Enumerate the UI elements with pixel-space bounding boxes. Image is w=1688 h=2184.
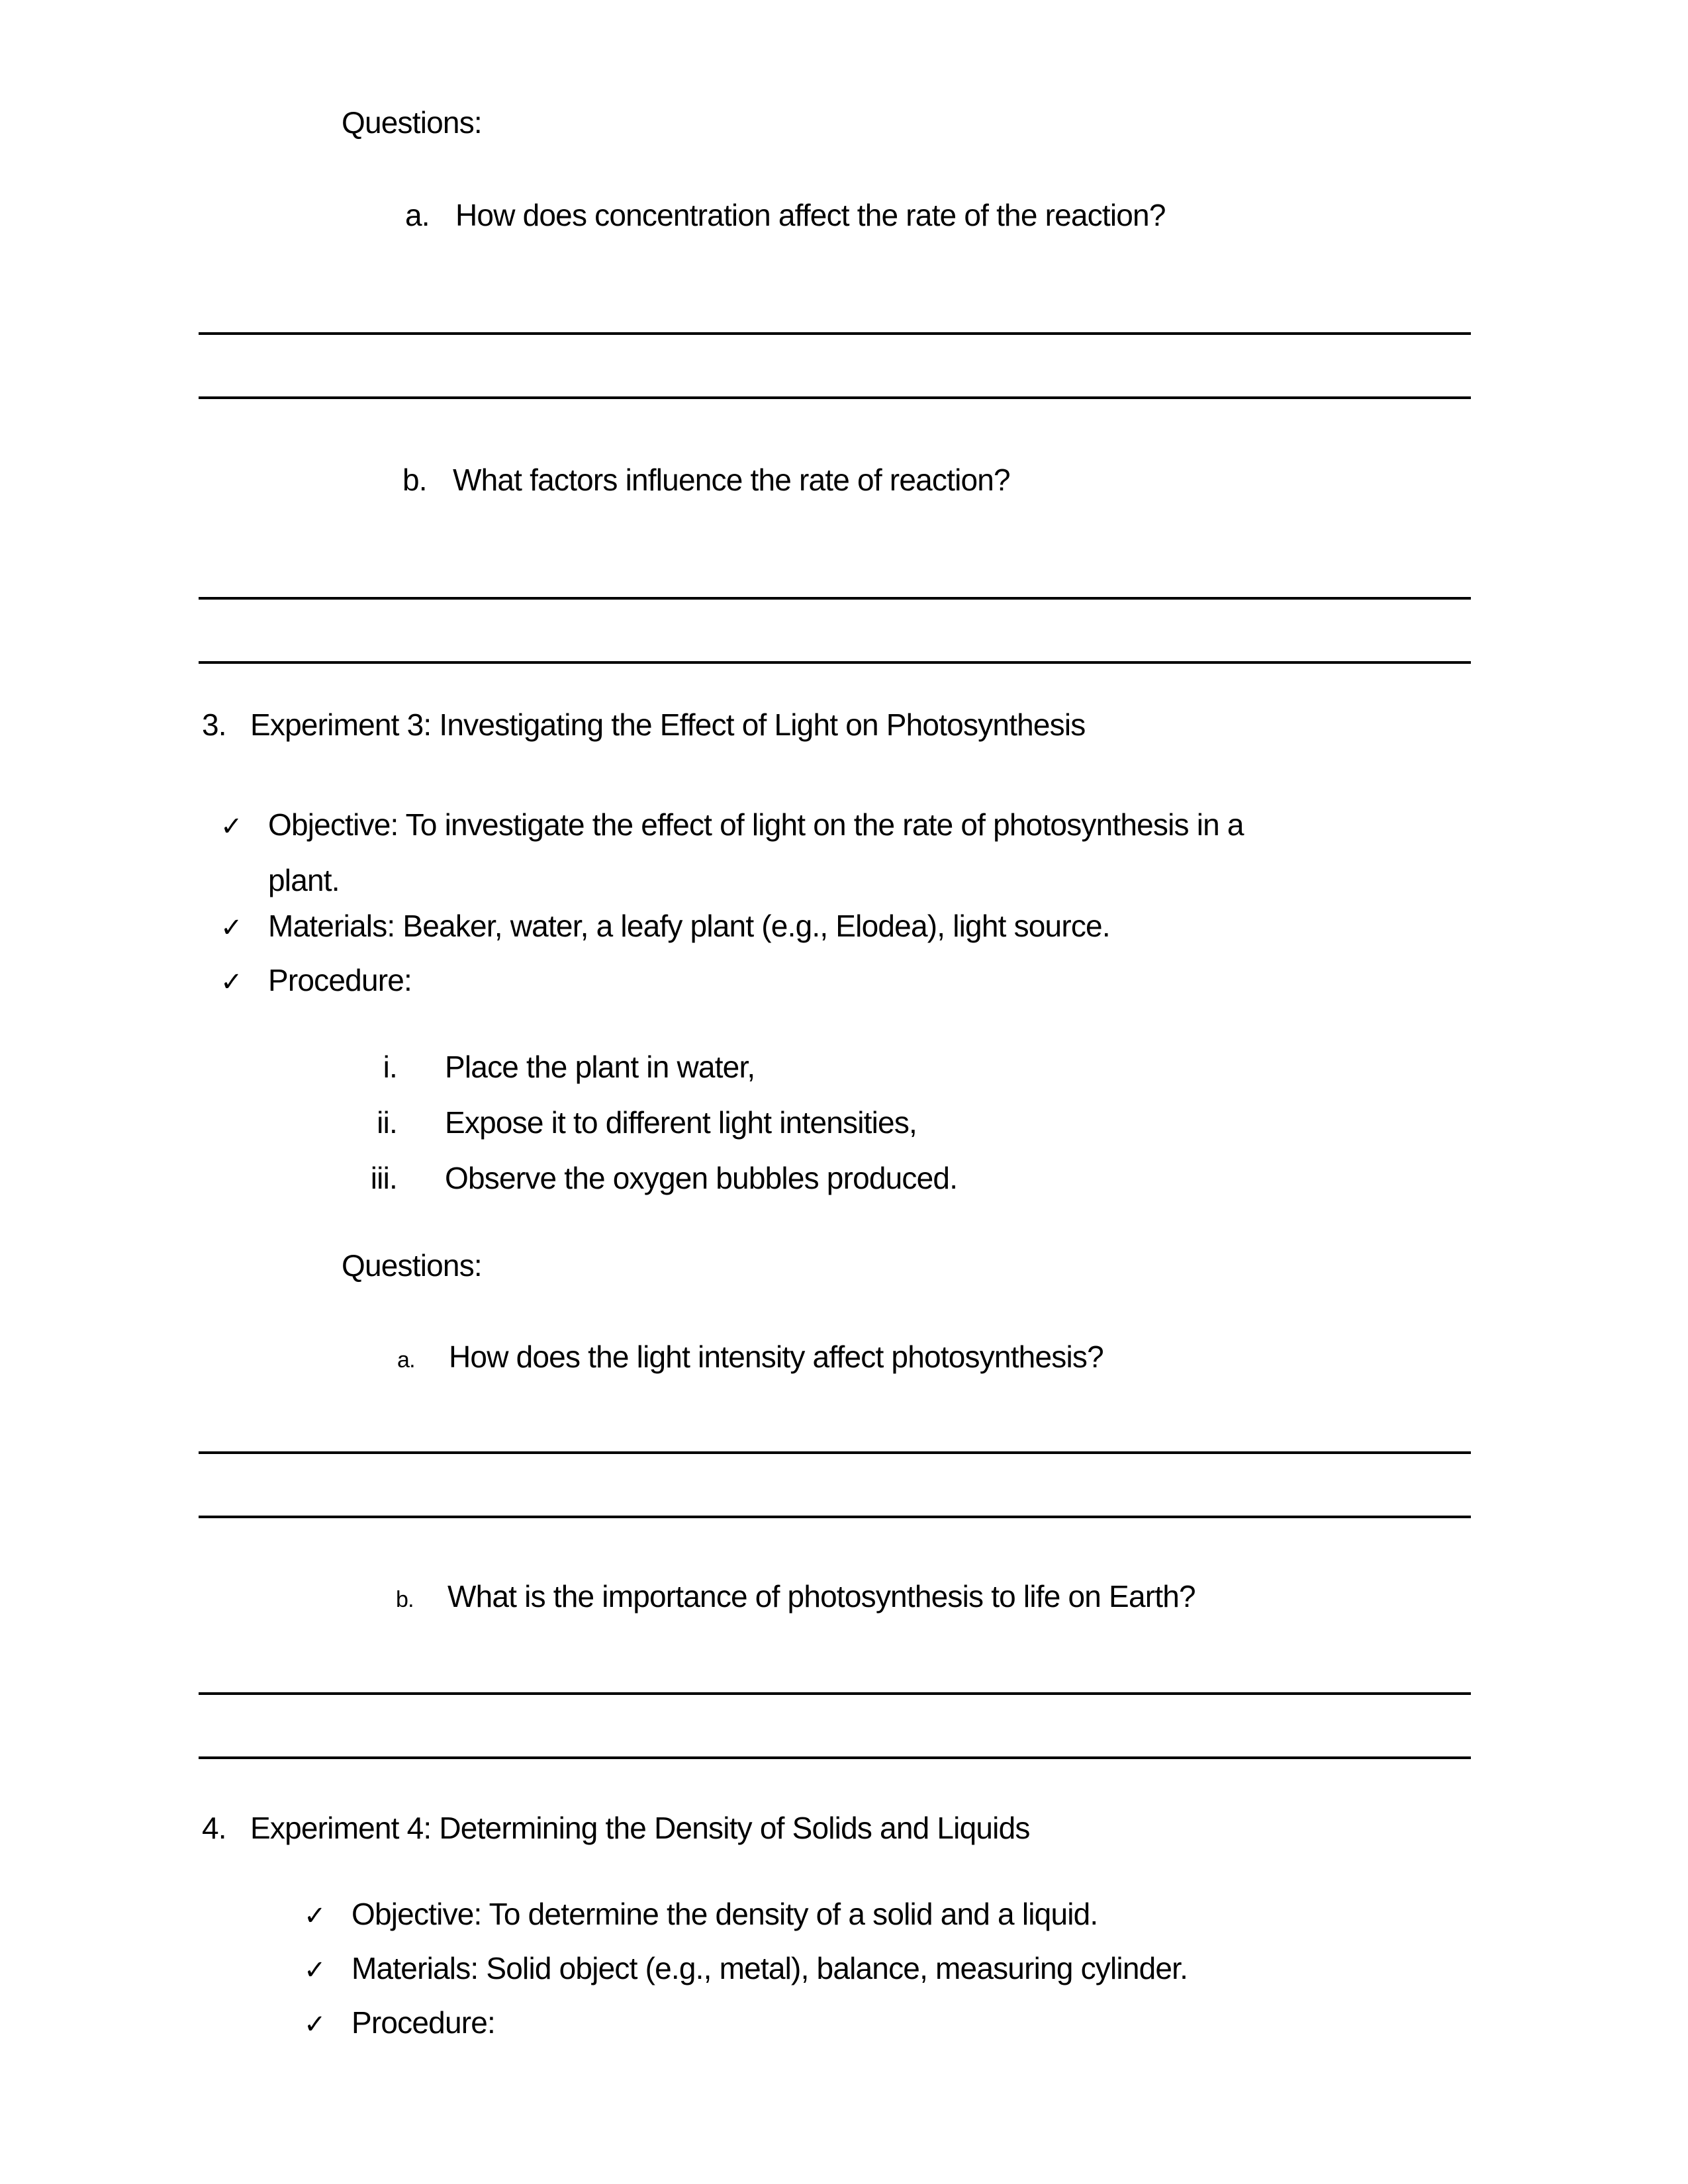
question-1a-marker: a. [405,198,430,232]
materials-text: Materials: Beaker, water, a leafy plant (e.g., Elodea), light source. [268,909,1110,943]
questions-heading-2: Questions: [342,1248,482,1283]
answer-line [199,396,1471,399]
answer-line [199,1756,1471,1759]
questions-heading-1: Questions: [342,105,482,140]
question-1b-text: What factors influence the rate of reaction? [453,463,1010,497]
experiment-3-materials [220,907,1110,946]
question-1a [405,197,1166,234]
question-1b-marker: b. [402,463,427,497]
step-i-text: Place the plant in water, [445,1050,755,1084]
step-i-marker: i. [383,1050,397,1084]
procedure-step-iii [351,1160,957,1197]
experiment-3-number: 3. [202,707,226,742]
experiment-4-heading [202,1809,1030,1846]
question-1a-text: How does concentration affect the rate of the reaction? [455,198,1166,232]
materials-text: Materials: Solid object (e.g., metal), balance, measuring cylinder. [352,1951,1188,1985]
question-2a [397,1338,1103,1379]
question-1b [402,461,1010,498]
experiment-3-title: Experiment 3: Investigating the Effect of Light on Photosynthesis [250,707,1086,742]
question-2b-text: What is the importance of photosynthesis to life on Earth? [447,1579,1196,1614]
experiment-3-objective [220,797,1438,908]
check-icon: ✓ [220,812,242,841]
answer-line [199,1692,1471,1695]
answer-line [199,1516,1471,1518]
experiment-3-heading [202,706,1086,743]
question-2b-marker: b. [396,1587,414,1612]
check-icon: ✓ [220,968,242,997]
check-icon: ✓ [220,913,242,942]
objective-text-line2: plant. [268,863,340,897]
experiment-4-title: Experiment 4: Determining the Density of Solids and Liquids [250,1811,1030,1845]
check-icon: ✓ [304,1956,326,1985]
answer-line [199,597,1471,600]
answer-line [199,1451,1471,1454]
procedure-label: Procedure: [268,963,412,997]
objective-text-line1: Objective: To investigate the effect of light on the rate of photosynthesis in a [268,807,1244,842]
experiment-4-procedure [304,2004,495,2043]
question-2a-marker: a. [397,1347,415,1373]
check-icon: ✓ [304,2010,326,2039]
experiment-4-number: 4. [202,1811,226,1845]
procedure-label: Procedure: [352,2005,496,2040]
objective-text: Objective: To determine the density of a solid and a liquid. [352,1897,1098,1931]
procedure-step-ii [351,1104,917,1141]
experiment-3-procedure [220,962,412,1001]
step-ii-text: Expose it to different light intensities, [445,1105,917,1140]
step-ii-marker: ii. [377,1105,397,1140]
procedure-step-i [351,1048,755,1085]
answer-line [199,332,1471,335]
check-icon: ✓ [304,1901,326,1931]
step-iii-marker: iii. [370,1161,397,1195]
question-2b [396,1578,1196,1618]
step-iii-text: Observe the oxygen bubbles produced. [445,1161,958,1195]
experiment-4-objective [304,1895,1098,1934]
experiment-4-materials [304,1950,1188,1989]
answer-line [199,661,1471,664]
question-2a-text: How does the light intensity affect photosynthesis? [449,1340,1103,1374]
